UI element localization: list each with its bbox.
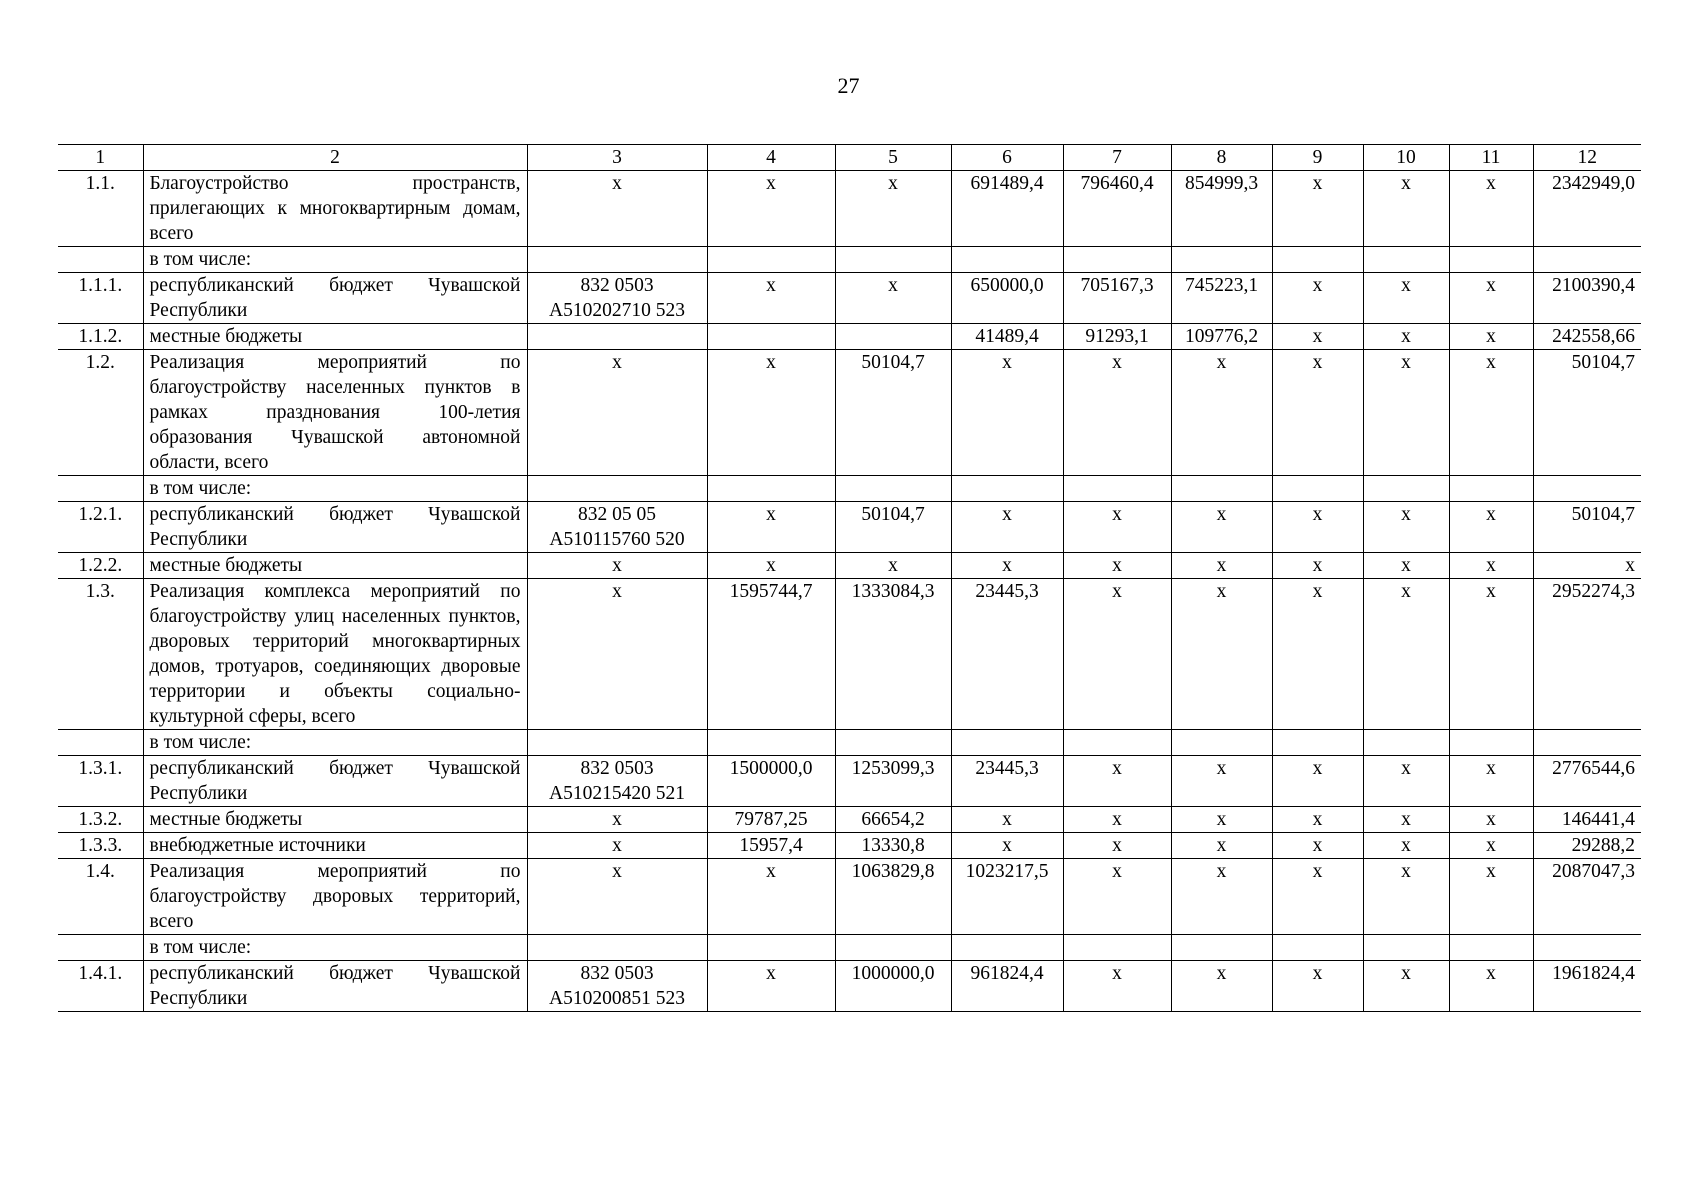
- budget-code: [527, 730, 707, 756]
- value-total: [1533, 247, 1641, 273]
- value-col-4: х: [707, 553, 835, 579]
- table-row: [58, 247, 1641, 273]
- column-header-1: 1: [58, 145, 143, 171]
- value-col-7: [1063, 730, 1171, 756]
- value-col-7: [1063, 935, 1171, 961]
- budget-code: 832 0503 А510200851 523: [527, 961, 707, 1012]
- value-col-7: х: [1063, 961, 1171, 1012]
- budget-code: х: [527, 553, 707, 579]
- table-row: [58, 350, 1641, 476]
- value-col-9: х: [1272, 756, 1363, 807]
- value-col-5: 50104,7: [835, 350, 951, 476]
- value-total: 2952274,3: [1533, 579, 1641, 730]
- budget-code: 832 05 05 А510115760 520: [527, 502, 707, 553]
- value-col-6: 1023217,5: [951, 859, 1063, 935]
- table-row: [58, 324, 1641, 350]
- value-col-7: х: [1063, 807, 1171, 833]
- value-col-7: х: [1063, 502, 1171, 553]
- value-col-8: [1171, 730, 1272, 756]
- value-col-11: х: [1449, 961, 1533, 1012]
- row-description: Реализация мероприятий по благоустройству дворовых территорий, всего: [143, 859, 527, 935]
- value-col-10: х: [1363, 961, 1449, 1012]
- value-col-8: [1171, 247, 1272, 273]
- value-col-9: х: [1272, 859, 1363, 935]
- value-col-10: х: [1363, 324, 1449, 350]
- row-number: [58, 935, 143, 961]
- row-description: республиканский бюджет Чувашской Республики: [143, 961, 527, 1012]
- table-body: [58, 171, 1641, 1012]
- value-col-8: х: [1171, 579, 1272, 730]
- budget-code: х: [527, 859, 707, 935]
- column-header-6: 6: [951, 145, 1063, 171]
- value-col-5: [835, 935, 951, 961]
- value-col-4: [707, 476, 835, 502]
- table-row: [58, 807, 1641, 833]
- value-col-9: [1272, 247, 1363, 273]
- budget-table: [58, 144, 1641, 1012]
- budget-code: [527, 324, 707, 350]
- row-description: Реализация мероприятий по благоустройству населенных пунктов в рамках празднования 100-летия образования Чувашской автономной области, всего: [143, 350, 527, 476]
- value-col-11: х: [1449, 807, 1533, 833]
- row-description: республиканский бюджет Чувашской Республики: [143, 502, 527, 553]
- value-col-10: [1363, 935, 1449, 961]
- row-number: 1.3.1.: [58, 756, 143, 807]
- value-col-4: х: [707, 502, 835, 553]
- value-col-6: 41489,4: [951, 324, 1063, 350]
- budget-code: х: [527, 350, 707, 476]
- value-col-4: х: [707, 859, 835, 935]
- row-number: [58, 247, 143, 273]
- table-row: [58, 502, 1641, 553]
- value-col-11: х: [1449, 350, 1533, 476]
- value-col-4: 15957,4: [707, 833, 835, 859]
- value-col-8: [1171, 935, 1272, 961]
- value-col-8: 745223,1: [1171, 273, 1272, 324]
- budget-code: [527, 247, 707, 273]
- value-col-4: [707, 935, 835, 961]
- value-col-9: х: [1272, 502, 1363, 553]
- column-header-9: 9: [1272, 145, 1363, 171]
- value-col-9: х: [1272, 553, 1363, 579]
- value-total: [1533, 476, 1641, 502]
- value-col-11: [1449, 935, 1533, 961]
- value-col-4: 79787,25: [707, 807, 835, 833]
- value-total: 1961824,4: [1533, 961, 1641, 1012]
- value-total: 242558,66: [1533, 324, 1641, 350]
- value-total: 2342949,0: [1533, 171, 1641, 247]
- value-total: 50104,7: [1533, 502, 1641, 553]
- value-col-10: х: [1363, 579, 1449, 730]
- value-col-8: 854999,3: [1171, 171, 1272, 247]
- value-col-4: х: [707, 350, 835, 476]
- row-number: 1.3.3.: [58, 833, 143, 859]
- value-col-8: х: [1171, 756, 1272, 807]
- value-col-10: х: [1363, 756, 1449, 807]
- value-col-6: 650000,0: [951, 273, 1063, 324]
- value-total: [1533, 935, 1641, 961]
- value-col-8: х: [1171, 807, 1272, 833]
- value-col-5: 13330,8: [835, 833, 951, 859]
- value-col-5: х: [835, 553, 951, 579]
- column-header-8: 8: [1171, 145, 1272, 171]
- column-header-7: 7: [1063, 145, 1171, 171]
- value-col-9: [1272, 730, 1363, 756]
- value-col-11: х: [1449, 502, 1533, 553]
- value-col-10: [1363, 247, 1449, 273]
- row-description: в том числе:: [143, 476, 527, 502]
- value-col-11: [1449, 476, 1533, 502]
- value-col-11: х: [1449, 833, 1533, 859]
- value-col-7: х: [1063, 859, 1171, 935]
- table-row: [58, 756, 1641, 807]
- value-col-8: х: [1171, 859, 1272, 935]
- row-number: 1.2.: [58, 350, 143, 476]
- column-header-12: 12: [1533, 145, 1641, 171]
- value-col-9: х: [1272, 807, 1363, 833]
- value-col-6: 23445,3: [951, 756, 1063, 807]
- value-total: 146441,4: [1533, 807, 1641, 833]
- value-col-9: х: [1272, 324, 1363, 350]
- value-col-4: х: [707, 171, 835, 247]
- row-description: внебюджетные источники: [143, 833, 527, 859]
- value-col-4: 1500000,0: [707, 756, 835, 807]
- table-header-row: [58, 145, 1641, 171]
- value-col-5: [835, 247, 951, 273]
- budget-code: 832 0503 А510202710 523: [527, 273, 707, 324]
- budget-code: 832 0503 А510215420 521: [527, 756, 707, 807]
- value-total: х: [1533, 553, 1641, 579]
- value-total: [1533, 730, 1641, 756]
- column-header-3: 3: [527, 145, 707, 171]
- value-col-6: х: [951, 350, 1063, 476]
- row-description: местные бюджеты: [143, 553, 527, 579]
- value-col-5: 1000000,0: [835, 961, 951, 1012]
- value-col-7: х: [1063, 833, 1171, 859]
- value-col-5: 1253099,3: [835, 756, 951, 807]
- budget-code: х: [527, 579, 707, 730]
- value-col-8: 109776,2: [1171, 324, 1272, 350]
- value-total: 2776544,6: [1533, 756, 1641, 807]
- row-description: Благоустройство пространств, прилегающих к многоквартирным домам, всего: [143, 171, 527, 247]
- value-col-4: [707, 730, 835, 756]
- table-row: [58, 579, 1641, 730]
- value-col-7: [1063, 247, 1171, 273]
- row-description: республиканский бюджет Чувашской Республики: [143, 273, 527, 324]
- row-number: 1.2.1.: [58, 502, 143, 553]
- value-col-6: х: [951, 807, 1063, 833]
- value-col-5: [835, 476, 951, 502]
- table-row: [58, 961, 1641, 1012]
- value-col-9: х: [1272, 961, 1363, 1012]
- value-col-11: х: [1449, 859, 1533, 935]
- row-description: в том числе:: [143, 935, 527, 961]
- value-total: 29288,2: [1533, 833, 1641, 859]
- value-col-7: х: [1063, 756, 1171, 807]
- table-row: [58, 273, 1641, 324]
- value-col-11: х: [1449, 273, 1533, 324]
- value-col-10: х: [1363, 859, 1449, 935]
- row-number: 1.1.: [58, 171, 143, 247]
- table-row: [58, 730, 1641, 756]
- budget-code: х: [527, 171, 707, 247]
- value-col-11: [1449, 247, 1533, 273]
- value-col-11: х: [1449, 756, 1533, 807]
- column-header-2: 2: [143, 145, 527, 171]
- row-number: 1.2.2.: [58, 553, 143, 579]
- value-col-4: х: [707, 961, 835, 1012]
- row-description: Реализация комплекса мероприятий по благоустройству улиц населенных пунктов, дворовых территорий многоквартирных домов, тротуаров, соединяющих дворовые территории и объекты социально-культурной сферы, всего: [143, 579, 527, 730]
- value-col-6: 961824,4: [951, 961, 1063, 1012]
- value-col-7: х: [1063, 350, 1171, 476]
- table-row: [58, 833, 1641, 859]
- value-col-6: [951, 476, 1063, 502]
- value-col-8: х: [1171, 553, 1272, 579]
- column-header-5: 5: [835, 145, 951, 171]
- row-description: в том числе:: [143, 247, 527, 273]
- value-col-11: [1449, 730, 1533, 756]
- value-col-9: х: [1272, 579, 1363, 730]
- value-col-11: х: [1449, 553, 1533, 579]
- value-col-7: 91293,1: [1063, 324, 1171, 350]
- table-row: [58, 171, 1641, 247]
- value-col-8: х: [1171, 502, 1272, 553]
- value-col-9: х: [1272, 273, 1363, 324]
- row-number: [58, 730, 143, 756]
- value-col-10: х: [1363, 807, 1449, 833]
- value-col-6: 23445,3: [951, 579, 1063, 730]
- value-col-5: 66654,2: [835, 807, 951, 833]
- value-col-7: х: [1063, 553, 1171, 579]
- value-col-6: [951, 730, 1063, 756]
- budget-code: [527, 476, 707, 502]
- value-total: 50104,7: [1533, 350, 1641, 476]
- table-row: [58, 859, 1641, 935]
- value-col-6: х: [951, 502, 1063, 553]
- value-total: 2087047,3: [1533, 859, 1641, 935]
- table-row: [58, 476, 1641, 502]
- value-col-9: х: [1272, 833, 1363, 859]
- value-col-10: х: [1363, 171, 1449, 247]
- value-col-10: [1363, 730, 1449, 756]
- value-col-6: х: [951, 833, 1063, 859]
- value-col-7: х: [1063, 579, 1171, 730]
- row-number: 1.1.1.: [58, 273, 143, 324]
- row-number: 1.1.2.: [58, 324, 143, 350]
- value-col-9: [1272, 935, 1363, 961]
- row-number: 1.4.1.: [58, 961, 143, 1012]
- value-total: 2100390,4: [1533, 273, 1641, 324]
- value-col-5: [835, 730, 951, 756]
- column-header-11: 11: [1449, 145, 1533, 171]
- value-col-10: х: [1363, 553, 1449, 579]
- row-description: республиканский бюджет Чувашской Республики: [143, 756, 527, 807]
- table-row: [58, 935, 1641, 961]
- value-col-5: х: [835, 171, 951, 247]
- row-number: 1.3.: [58, 579, 143, 730]
- value-col-9: [1272, 476, 1363, 502]
- value-col-11: х: [1449, 171, 1533, 247]
- value-col-8: х: [1171, 833, 1272, 859]
- value-col-6: [951, 935, 1063, 961]
- value-col-5: х: [835, 273, 951, 324]
- column-header-4: 4: [707, 145, 835, 171]
- page-number: 27: [837, 73, 860, 98]
- value-col-7: 796460,4: [1063, 171, 1171, 247]
- value-col-7: [1063, 476, 1171, 502]
- value-col-4: [707, 324, 835, 350]
- budget-code: х: [527, 807, 707, 833]
- value-col-8: х: [1171, 961, 1272, 1012]
- value-col-4: [707, 247, 835, 273]
- value-col-7: 705167,3: [1063, 273, 1171, 324]
- value-col-9: х: [1272, 171, 1363, 247]
- value-col-6: 691489,4: [951, 171, 1063, 247]
- value-col-8: х: [1171, 350, 1272, 476]
- value-col-8: [1171, 476, 1272, 502]
- row-number: 1.4.: [58, 859, 143, 935]
- row-number: 1.3.2.: [58, 807, 143, 833]
- value-col-6: [951, 247, 1063, 273]
- value-col-10: х: [1363, 350, 1449, 476]
- value-col-5: 50104,7: [835, 502, 951, 553]
- value-col-4: х: [707, 273, 835, 324]
- row-description: в том числе:: [143, 730, 527, 756]
- budget-code: [527, 935, 707, 961]
- value-col-10: х: [1363, 833, 1449, 859]
- value-col-11: х: [1449, 579, 1533, 730]
- value-col-11: х: [1449, 324, 1533, 350]
- value-col-9: х: [1272, 350, 1363, 476]
- row-description: местные бюджеты: [143, 807, 527, 833]
- table-row: [58, 553, 1641, 579]
- row-number: [58, 476, 143, 502]
- value-col-10: х: [1363, 502, 1449, 553]
- budget-code: х: [527, 833, 707, 859]
- value-col-6: х: [951, 553, 1063, 579]
- value-col-5: [835, 324, 951, 350]
- value-col-5: 1333084,3: [835, 579, 951, 730]
- row-description: местные бюджеты: [143, 324, 527, 350]
- value-col-4: 1595744,7: [707, 579, 835, 730]
- value-col-10: х: [1363, 273, 1449, 324]
- column-header-10: 10: [1363, 145, 1449, 171]
- value-col-10: [1363, 476, 1449, 502]
- value-col-5: 1063829,8: [835, 859, 951, 935]
